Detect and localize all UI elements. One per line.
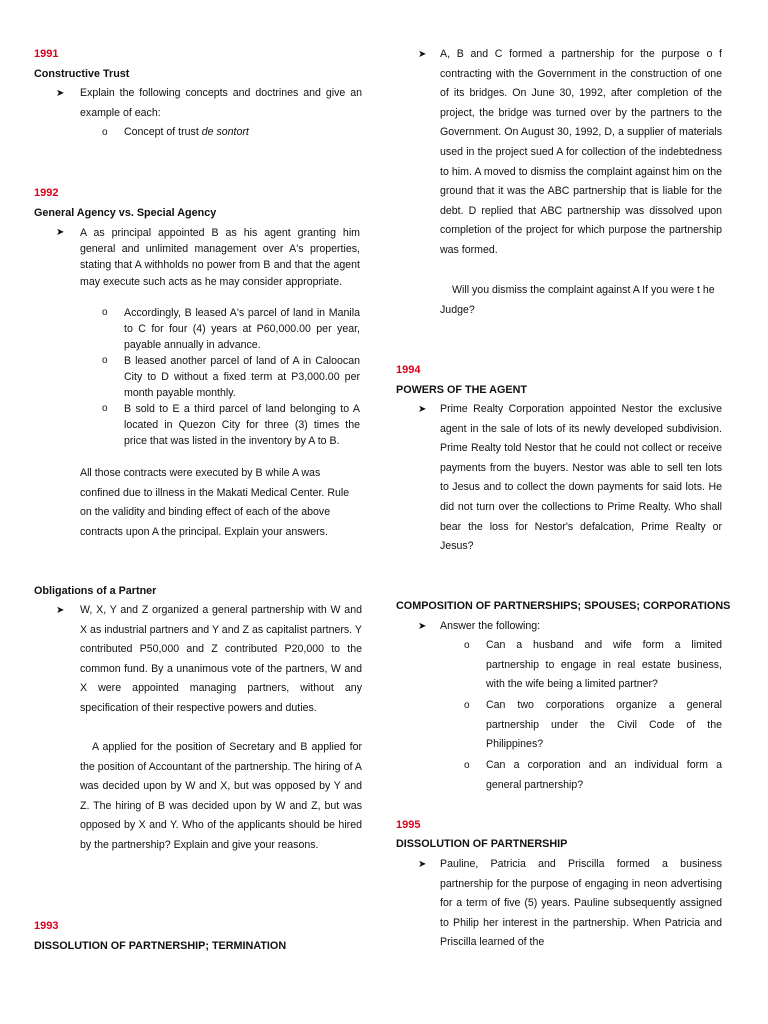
heading-obligations-partner: Obligations of a Partner	[34, 585, 157, 597]
circle-bullet-icon: o	[102, 355, 108, 366]
question-1991-item: Concept of trust de sontort	[124, 126, 249, 138]
question-1992-item-2: B leased another parcel of land of A in Caloocan City to D without a fixed term at P3,000.00 per month payable monthly.	[124, 355, 360, 400]
latin-term: de sontort	[201, 126, 249, 138]
circle-bullet-icon: o	[464, 700, 470, 711]
question-1991: Explain the following concepts and doctrines and give an example of each:	[80, 87, 362, 119]
year-1995: 1995	[396, 819, 421, 831]
arrow-bullet-icon: ➤	[56, 88, 65, 99]
year-1992: 1992	[34, 187, 59, 199]
question-1995: Pauline, Patricia and Priscilla formed a business partnership for the purpose of engaging in neon advertising for a term of five (5) years. Pauline subsequently assigned to Philip her interest in the partnership. When Patricia and Priscilla learned of the	[440, 858, 722, 949]
arrow-bullet-icon: ➤	[418, 404, 427, 415]
question-1992-item-3: B sold to E a third parcel of land belonging to A located in Quezon City for three (3) times the price that was listed in the inventory by A to B.	[124, 403, 360, 448]
question-obligations-p1: W, X, Y and Z organized a general partnership with W and X as industrial partners and Y and Z as capitalist partners. Y contributed P50,000 and Z contributed P20,000 to the common fund. By a unanimous vote of the partners, W and X were appointed managing partners, without any specification of their respective powers and duties.	[80, 604, 362, 714]
circle-bullet-icon: o	[102, 127, 108, 138]
question-obligations-p2: A applied for the position of Secretary and B applied for the position of Accountant of the partnership. The hiring of A was decided upon by W and X, but was opposed by Y and Z. The hiring of B was decided upon by W and Z, but was opposed by X and Y. Who of the applicants should be hired by the partnership? Explain and give your reasons.	[80, 741, 362, 851]
arrow-bullet-icon: ➤	[418, 859, 427, 870]
question-composition-item-3: Can a corporation and an individual form a general partnership?	[486, 759, 722, 791]
question-1992-intro: A as principal appointed B as his agent granting him general and unlimited management over A's properties, stating that A withholds no power from B and that the agent may execute such acts as he may consider appropriate.	[80, 227, 360, 288]
heading-constructive-trust: Constructive Trust	[34, 68, 130, 80]
year-1994: 1994	[396, 364, 421, 376]
year-1993: 1993	[34, 920, 59, 932]
arrow-bullet-icon: ➤	[418, 49, 427, 60]
question-composition-item-2: Can two corporations organize a general partnership under the Civil Code of the Philippines?	[486, 699, 722, 751]
year-1991: 1991	[34, 48, 59, 60]
circle-bullet-icon: o	[102, 307, 108, 318]
arrow-bullet-icon: ➤	[56, 227, 65, 238]
question-composition-intro: Answer the following:	[440, 620, 541, 632]
arrow-bullet-icon: ➤	[56, 605, 65, 616]
circle-bullet-icon: o	[464, 640, 470, 651]
arrow-bullet-icon: ➤	[418, 621, 427, 632]
question-1993-p2: Will you dismiss the complaint against A If you were t he Judge?	[440, 284, 715, 316]
question-1994: Prime Realty Corporation appointed Nestor the exclusive agent in the sale of lots of its newly developed subdivision. Prime Realty told Nestor that he could not collect or receive payments from the buyers. Nestor was able to sell ten lots to Jesus and to collect the down payments for said lots. He did not turn over the collections to Prime Realty. Who shall bear the loss for Nestor's defalcation, Prime Realty or Jesus?	[440, 403, 722, 553]
question-1992-item-1: Accordingly, B leased A's parcel of land in Manila to C for four (4) years at P60,000.00 per year, payable annually in advance.	[124, 307, 360, 352]
heading-powers-agent: POWERS OF THE AGENT	[396, 384, 527, 396]
question-1992-closing: All those contracts were executed by B while A was confined due to illness in the Makati Medical Center. Rule on the validity and binding effect of each of the above contracts upon A the principal. Explain your answers.	[80, 467, 350, 538]
heading-dissolution-termination: DISSOLUTION OF PARTNERSHIP; TERMINATION	[34, 940, 287, 952]
circle-bullet-icon: o	[102, 403, 108, 414]
heading-dissolution-partnership: DISSOLUTION OF PARTNERSHIP	[396, 838, 568, 850]
question-1993-p1: A, B and C formed a partnership for the purpose o f contracting with the Government in the construction of one of its bridges. On June 30, 1992, after completion of the project, the bridge was turned over by the partners to the Government. On August 30, 1992, D, a supplier of materials used in the project sued A for collection of the indebtedness to him. A moved to dismiss the complaint against him on the ground that it was the ABC partnership that is liable for the debt. D replied that ABC partnership was dissolved upon completion of the project for which purpose the partnership was formed.	[440, 48, 722, 256]
question-composition-item-1: Can a husband and wife form a limited partnership to engage in real estate business, with the wife being a limited partner?	[486, 639, 722, 691]
heading-composition-partnerships: COMPOSITION OF PARTNERSHIPS; SPOUSES; CORPORATIONS	[396, 600, 731, 612]
heading-general-agency: General Agency vs. Special Agency	[34, 207, 217, 219]
circle-bullet-icon: o	[464, 760, 470, 771]
